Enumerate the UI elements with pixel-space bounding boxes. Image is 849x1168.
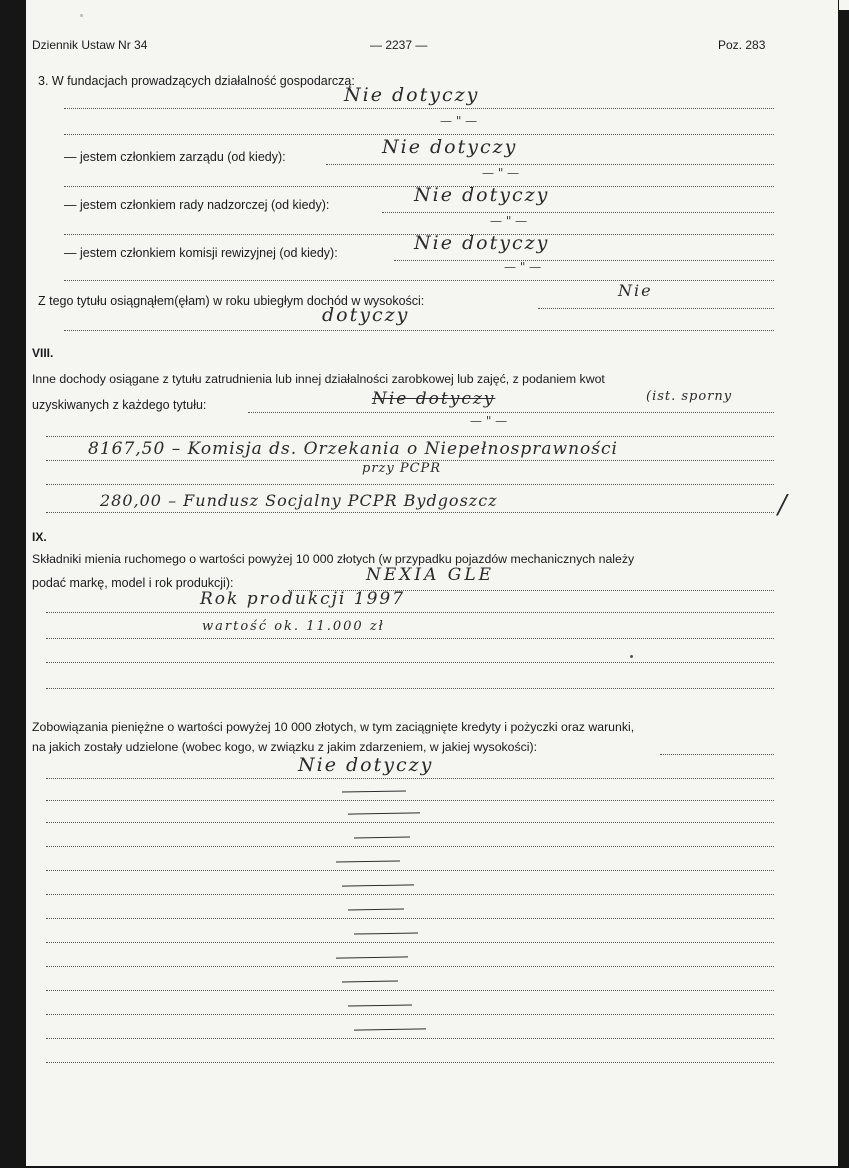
handwritten-answer: dotyczy: [322, 304, 410, 326]
handwritten-answer: Nie dotyczy: [414, 232, 550, 254]
dotted-line: [46, 638, 774, 639]
dotted-line: [46, 436, 774, 437]
dotted-line: [538, 308, 774, 309]
handwritten-dash: [342, 790, 406, 792]
income-entry-1-continued: przy PCPR: [362, 461, 442, 476]
dotted-line: [46, 1014, 774, 1015]
handwritten-dash: [342, 981, 398, 983]
section9-text-line1: Składniki mienia ruchomego o wartości powyżej 10 000 złotych (w przypadku pojazdów mechanicznych należy: [32, 552, 635, 566]
dotted-line: [64, 108, 774, 109]
audit-committee-label: — jestem członkiem komisji rewizyjnej (od kiedy):: [64, 246, 338, 260]
ditto-mark: — " —: [490, 214, 528, 228]
handwritten-answer: Nie dotyczy: [382, 136, 518, 158]
vehicle-year: Rok produkcji 1997: [200, 589, 406, 609]
income-entry-1: 8167,50 – Komisja ds. Orzekania o Niepełnosprawności: [88, 439, 618, 459]
handwritten-dash: [336, 956, 408, 958]
document-page: [26, 0, 838, 1166]
dotted-line: [46, 512, 774, 513]
dotted-line: [46, 894, 774, 895]
handwritten-dash: [348, 909, 404, 911]
section3-title: 3. W fundacjach prowadzących działalność gospodarczą:: [38, 74, 355, 88]
section8-text-line2: uzyskiwanych z każdego tytułu:: [32, 398, 207, 412]
handwritten-answer: Nie dotyczy: [414, 184, 550, 206]
dotted-line: [46, 918, 774, 919]
scan-speck: [80, 14, 83, 17]
section9-text-line2: podać markę, model i rok produkcji):: [32, 576, 234, 590]
handwritten-dash: [348, 812, 420, 814]
dotted-line: [46, 990, 774, 991]
section8-text-line1: Inne dochody osiągane z tytułu zatrudnienia lub innej działalności zarobkowej lub zajęć, z podaniem kwot: [32, 372, 605, 386]
handwritten-dash: [354, 1028, 426, 1030]
journal-title: Dziennik Ustaw Nr 34: [32, 38, 148, 52]
scan-corner: [839, 0, 849, 10]
income-label: Z tego tytułu osiągnąłem(ęłam) w roku ubiegłym dochód w wysokości:: [38, 294, 425, 308]
dotted-line: [248, 412, 774, 413]
supervisory-board-label: — jestem członkiem rady nadzorczej (od kiedy):: [64, 198, 330, 212]
vehicle-value: wartość ok. 11.000 zł: [202, 619, 385, 634]
dotted-line: [46, 688, 774, 689]
vehicle-make: NEXIA GLE: [366, 565, 495, 585]
ditto-mark: — " —: [504, 260, 542, 274]
dotted-line: [46, 822, 774, 823]
dotted-line: [46, 1062, 774, 1063]
dotted-line: [46, 800, 774, 801]
section10-text-line2: na jakich zostały udzielone (wobec kogo, w związku z jakim zdarzeniem, w jakiej wysokości):: [32, 740, 538, 754]
ditto-mark: — " —: [482, 166, 520, 180]
dotted-line: [46, 942, 774, 943]
dotted-line: [46, 966, 774, 967]
dotted-line: [46, 484, 774, 485]
section8-heading: VIII.: [32, 346, 54, 360]
handwritten-slash: /: [778, 490, 789, 520]
handwritten-dash: [354, 837, 410, 839]
page-number: — 2237 —: [370, 38, 428, 52]
dotted-line: [64, 330, 774, 331]
scan-speck: [630, 655, 633, 658]
dotted-line: [46, 1038, 774, 1039]
section9-heading: IX.: [32, 530, 47, 544]
handwritten-answer: Nie dotyczy: [372, 389, 496, 409]
dotted-line: [46, 778, 774, 779]
liabilities-answer: Nie dotyczy: [298, 754, 434, 776]
management-board-label: — jestem członkiem zarządu (od kiedy):: [64, 150, 286, 164]
handwritten-dash: [342, 884, 414, 886]
dotted-line: [64, 134, 774, 135]
handwritten-dash: [348, 1004, 412, 1006]
dotted-line: [660, 754, 774, 755]
dotted-line: [394, 260, 774, 261]
dotted-line: [326, 164, 774, 165]
income-entry-2: 280,00 – Fundusz Socjalny PCPR Bydgoszcz: [100, 491, 498, 510]
dotted-line: [46, 846, 774, 847]
handwritten-answer: Nie: [618, 281, 653, 300]
handwritten-dash: [354, 932, 418, 934]
dotted-line: [46, 870, 774, 871]
ditto-mark: — " —: [470, 414, 508, 428]
dotted-line: [64, 280, 774, 281]
section10-text-line1: Zobowiązania pieniężne o wartości powyżej 10 000 złotych, w tym zaciągnięte kredyty i pożyczki oraz warunki,: [32, 720, 635, 734]
dotted-line: [46, 662, 774, 663]
position-number: Poz. 283: [718, 38, 766, 52]
dotted-line: [382, 212, 774, 213]
ditto-mark: — " —: [440, 114, 478, 128]
handwritten-note: (ist. sporny: [646, 389, 733, 404]
handwritten-dash: [336, 860, 400, 862]
dotted-line: [46, 612, 774, 613]
handwritten-answer: Nie dotyczy: [344, 84, 480, 106]
